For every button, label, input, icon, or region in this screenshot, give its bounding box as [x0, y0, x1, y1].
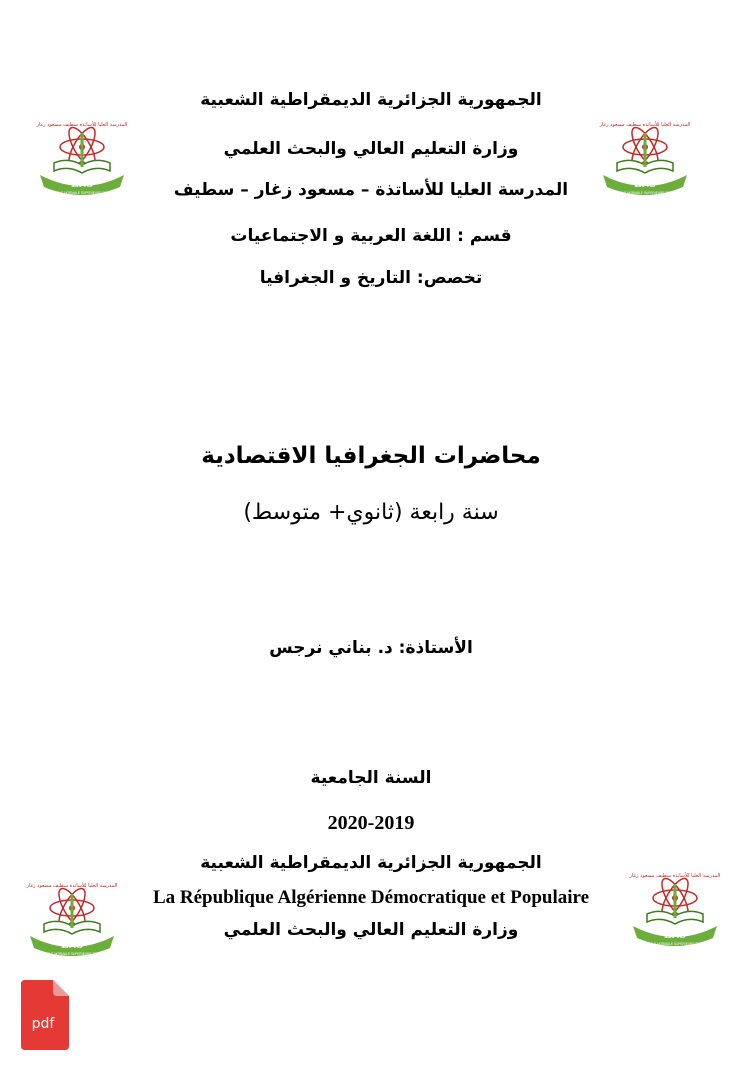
- pdf-label: pdf: [31, 1016, 55, 1032]
- ens-logo-top-right: [595, 117, 695, 197]
- svg-text:ENS: ENS: [664, 929, 686, 941]
- svg-text:ECOLE NORMALE SUPERIEURE SETIF: ECOLE NORMALE SUPERIEURE SETIF: [42, 952, 102, 956]
- academic-year-label: السنة الجامعية: [310, 768, 432, 788]
- svg-text:المدرسة العليا للأساتذة سطيف م: المدرسة العليا للأساتذة سطيف مسعود زغار: [629, 873, 721, 879]
- footer-ministry: وزارة التعليم العالي والبحث العلمي: [223, 920, 519, 940]
- pdf-file-icon[interactable]: [21, 980, 69, 1050]
- ens-logo-bottom-left: [22, 878, 122, 958]
- course-level: سنة رابعة (ثانوي+ متوسط): [243, 500, 499, 525]
- svg-text:المدرسة العليا للأساتذة سطيف م: المدرسة العليا للأساتذة سطيف مسعود زغار: [26, 883, 118, 889]
- svg-text:ENS: ENS: [61, 939, 83, 951]
- svg-text:ENS: ENS: [634, 178, 656, 190]
- footer-republic-ar: الجمهورية الجزائرية الديمقراطية الشعبية: [200, 853, 542, 873]
- svg-text:ECOLE NORMALE SUPERIEURE SETIF: ECOLE NORMALE SUPERIEURE SETIF: [645, 942, 705, 946]
- header-specialty: تخصص: التاريخ و الجغرافيا: [259, 268, 483, 288]
- svg-text:ECOLE NORMALE SUPERIEURE SETIF: ECOLE NORMALE SUPERIEURE SETIF: [52, 191, 112, 195]
- svg-text:المدرسة العليا للأساتذة سطيف م: المدرسة العليا للأساتذة سطيف مسعود زغار: [36, 122, 128, 128]
- ens-logo-bottom-right: [625, 868, 725, 948]
- header-school: المدرسة العليا للأساتذة – مسعود زغار – سطيف: [173, 180, 569, 200]
- header-ministry: وزارة التعليم العالي والبحث العلمي: [223, 139, 519, 159]
- course-title: محاضرات الجغرافيا الاقتصادية: [201, 443, 541, 469]
- svg-text:ENS: ENS: [71, 178, 93, 190]
- header-republic: الجمهورية الجزائرية الديمقراطية الشعبية: [200, 90, 542, 110]
- academic-year-value: 2020-2019: [327, 812, 415, 834]
- ens-logo-top-left: [32, 117, 132, 197]
- svg-text:ECOLE NORMALE SUPERIEURE SETIF: ECOLE NORMALE SUPERIEURE SETIF: [615, 191, 675, 195]
- teacher-name: الأستاذة: د. بناني نرجس: [269, 638, 473, 658]
- header-department: قسم : اللغة العربية و الاجتماعيات: [230, 226, 512, 246]
- footer-republic-fr: La République Algérienne Démocratique et Populaire: [152, 887, 590, 908]
- svg-text:المدرسة العليا للأساتذة سطيف م: المدرسة العليا للأساتذة سطيف مسعود زغار: [599, 122, 691, 128]
